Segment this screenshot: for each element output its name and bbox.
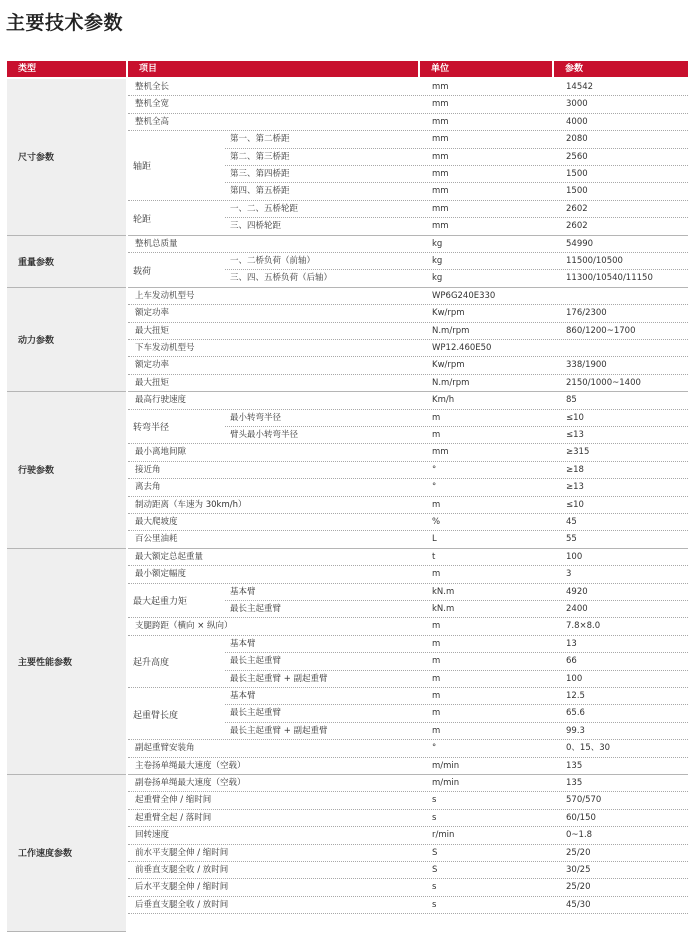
- row-divider: [128, 443, 688, 444]
- unit-cell: s: [432, 795, 437, 806]
- row-divider: [128, 130, 688, 131]
- sub-item-name: 三、四桥轮距: [230, 221, 282, 232]
- unit-cell: kg: [432, 273, 443, 284]
- sub-item-name: 第一、第二桥距: [230, 134, 290, 145]
- unit-cell: S: [432, 847, 438, 858]
- value-cell: 4920: [566, 586, 588, 597]
- unit-cell: N.m/rpm: [432, 377, 470, 388]
- item-name: 最高行驶速度: [135, 395, 187, 406]
- row-divider: [128, 809, 688, 810]
- value-cell: 1500: [566, 186, 588, 197]
- item-name: 后水平支腿全伸 / 缩时间: [135, 882, 229, 893]
- value-cell: ≤13: [566, 430, 584, 440]
- value-cell: 13: [566, 638, 577, 649]
- item-name: 主卷扬单绳最大速度（空载）: [135, 760, 246, 771]
- header-item: 项目: [128, 61, 418, 77]
- sub-item-name: 第四、第五桥距: [230, 186, 290, 197]
- row-divider: [128, 478, 688, 479]
- unit-cell: mm: [432, 186, 449, 197]
- unit-cell: m: [432, 638, 441, 649]
- row-divider: [225, 165, 688, 166]
- value-cell: 7.8×8.0: [566, 621, 601, 632]
- group-label: 轮距: [133, 214, 152, 225]
- value-cell: 45/30: [566, 899, 591, 910]
- value-cell: 30/25: [566, 865, 591, 875]
- value-cell: 25/20: [566, 882, 591, 893]
- value-cell: 45: [566, 517, 577, 527]
- row-divider: [128, 113, 688, 114]
- value-cell: 85: [566, 395, 577, 406]
- unit-cell: m: [432, 673, 441, 684]
- unit-cell: Kw/rpm: [432, 360, 465, 371]
- row-divider: [128, 791, 688, 792]
- value-cell: 2150/1000~1400: [566, 377, 641, 388]
- group-label: 起重臂长度: [133, 710, 179, 721]
- unit-cell: mm: [432, 82, 449, 92]
- value-cell: 54990: [566, 238, 594, 249]
- value-cell: 14542: [566, 82, 594, 92]
- unit-cell: S: [432, 865, 438, 875]
- value-cell: 1500: [566, 169, 588, 179]
- sub-item-name: 最小转弯半径: [230, 412, 282, 423]
- row-divider: [128, 530, 688, 531]
- unit-cell: L: [432, 534, 437, 545]
- row-divider: [225, 600, 688, 601]
- category-divider: [128, 391, 688, 392]
- category-cell: 重量参数: [7, 236, 126, 288]
- row-divider: [225, 217, 688, 218]
- unit-cell: WP12.460E50: [432, 343, 492, 353]
- group-label: 起升高度: [133, 658, 170, 669]
- sub-item-name: 基本臂: [230, 691, 256, 701]
- item-name: 最大爬坡度: [135, 517, 178, 527]
- item-name: 后垂直支腿全收 / 放时间: [135, 899, 229, 910]
- value-cell: ≤10: [566, 412, 584, 423]
- value-cell: 2602: [566, 203, 588, 214]
- unit-cell: s: [432, 812, 437, 823]
- page-title: 主要技术参数: [6, 12, 124, 34]
- category-cell: 工作速度参数: [7, 775, 126, 932]
- sub-item-name: 一、二桥负荷（前轴）: [230, 256, 316, 266]
- unit-cell: %: [432, 517, 441, 527]
- value-cell: 99.3: [566, 725, 585, 736]
- item-name: 支腿跨距（横向 × 纵向）: [135, 621, 233, 632]
- row-divider: [128, 409, 688, 410]
- unit-cell: m: [432, 621, 441, 632]
- row-divider: [128, 687, 688, 688]
- value-cell: 0、15、30: [566, 743, 611, 754]
- category-divider: [128, 235, 688, 236]
- category-divider: [128, 548, 688, 549]
- category-cell: 主要性能参数: [7, 549, 126, 775]
- unit-cell: kg: [432, 256, 443, 266]
- group-label: 轴距: [133, 162, 152, 173]
- row-divider: [128, 913, 688, 914]
- item-name: 回转速度: [135, 830, 170, 841]
- unit-cell: kN.m: [432, 604, 455, 614]
- row-divider: [128, 339, 688, 340]
- sub-item-name: 最长主起重臂 + 副起重臂: [230, 673, 328, 684]
- sub-item-name: 最长主起重臂: [230, 604, 282, 614]
- unit-cell: r/min: [432, 830, 455, 841]
- item-name: 起重臂全伸 / 缩时间: [135, 795, 212, 806]
- unit-cell: °: [432, 464, 437, 475]
- row-divider: [128, 95, 688, 96]
- unit-cell: m: [432, 656, 441, 667]
- value-cell: ≥13: [566, 482, 584, 493]
- category-divider: [128, 287, 688, 288]
- group-label: 载荷: [133, 266, 152, 277]
- row-divider: [225, 148, 688, 149]
- item-name: 起重臂全起 / 落时间: [135, 812, 212, 823]
- category-cell: 尺寸参数: [7, 79, 126, 236]
- value-cell: 2400: [566, 604, 588, 614]
- sub-item-name: 最长主起重臂: [230, 656, 282, 667]
- row-divider: [128, 565, 688, 566]
- category-cell: 行驶参数: [7, 392, 126, 549]
- value-cell: 12.5: [566, 691, 585, 701]
- row-divider: [225, 704, 688, 705]
- unit-cell: WP6G240E330: [432, 290, 496, 301]
- unit-cell: s: [432, 882, 437, 893]
- value-cell: 3: [566, 569, 572, 580]
- unit-cell: kN.m: [432, 586, 455, 597]
- unit-cell: Km/h: [432, 395, 455, 406]
- unit-cell: m/min: [432, 778, 460, 788]
- value-cell: 135: [566, 778, 583, 788]
- group-label: 转弯半径: [133, 423, 170, 434]
- value-cell: 100: [566, 551, 583, 562]
- row-divider: [225, 182, 688, 183]
- sub-item-name: 最长主起重臂: [230, 708, 282, 719]
- value-cell: ≤10: [566, 499, 584, 510]
- item-name: 最大扭矩: [135, 325, 170, 336]
- item-name: 最小额定幅度: [135, 569, 187, 580]
- item-name: 副卷扬单绳最大速度（空载）: [135, 778, 246, 788]
- sub-item-name: 第二、第三桥距: [230, 151, 290, 162]
- unit-cell: m: [432, 412, 441, 423]
- value-cell: 11300/10540/11150: [566, 273, 653, 284]
- sub-item-name: 三、四、五桥负荷（后轴）: [230, 273, 333, 284]
- value-cell: 55: [566, 534, 577, 545]
- item-name: 百公里油耗: [135, 534, 178, 545]
- value-cell: ≥315: [566, 447, 590, 458]
- value-cell: ≥18: [566, 464, 584, 475]
- value-cell: 570/570: [566, 795, 602, 806]
- value-cell: 0~1.8: [566, 830, 593, 841]
- item-name: 额定功率: [135, 360, 170, 371]
- row-divider: [128, 583, 688, 584]
- row-divider: [128, 826, 688, 827]
- unit-cell: Kw/rpm: [432, 308, 465, 319]
- unit-cell: mm: [432, 447, 449, 458]
- unit-cell: m: [432, 691, 441, 701]
- header-type: 类型: [7, 61, 126, 77]
- value-cell: 11500/10500: [566, 256, 623, 266]
- unit-cell: kg: [432, 238, 443, 249]
- value-cell: 65.6: [566, 708, 585, 719]
- header-param: 参数: [554, 61, 688, 77]
- item-name: 整机全宽: [135, 99, 170, 110]
- item-name: 整机总质量: [135, 238, 178, 249]
- row-divider: [225, 652, 688, 653]
- item-name: 前水平支腿全伸 / 缩时间: [135, 847, 229, 858]
- unit-cell: s: [432, 899, 437, 910]
- item-name: 上车发动机型号: [135, 290, 195, 301]
- unit-cell: t: [432, 551, 436, 562]
- sub-item-name: 一、二、五桥轮距: [230, 203, 299, 214]
- item-name: 下车发动机型号: [135, 343, 195, 353]
- value-cell: 25/20: [566, 847, 591, 858]
- unit-cell: °: [432, 482, 437, 493]
- unit-cell: N.m/rpm: [432, 325, 470, 336]
- value-cell: 2560: [566, 151, 588, 162]
- item-name: 离去角: [135, 482, 161, 493]
- unit-cell: mm: [432, 134, 449, 145]
- value-cell: 338/1900: [566, 360, 607, 371]
- row-divider: [128, 635, 688, 636]
- item-name: 前垂直支腿全收 / 放时间: [135, 865, 229, 875]
- unit-cell: m: [432, 430, 441, 440]
- unit-cell: m/min: [432, 760, 460, 771]
- item-name: 制动距离（车速为 30km/h）: [135, 499, 247, 510]
- row-divider: [128, 461, 688, 462]
- unit-cell: m: [432, 725, 441, 736]
- item-name: 最大额定总起重量: [135, 551, 204, 562]
- value-cell: 4000: [566, 116, 588, 127]
- item-name: 整机全高: [135, 116, 170, 127]
- group-label: 最大起重力矩: [133, 597, 188, 608]
- unit-cell: mm: [432, 169, 449, 179]
- unit-cell: mm: [432, 203, 449, 214]
- item-name: 整机全长: [135, 82, 170, 92]
- unit-cell: mm: [432, 116, 449, 127]
- sub-item-name: 第三、第四桥距: [230, 169, 290, 179]
- sub-item-name: 基本臂: [230, 586, 256, 597]
- item-name: 最大扭矩: [135, 377, 170, 388]
- item-name: 最小离地间隙: [135, 447, 187, 458]
- value-cell: 66: [566, 656, 577, 667]
- category-cell: 动力参数: [7, 288, 126, 392]
- value-cell: 860/1200~1700: [566, 325, 636, 336]
- value-cell: 135: [566, 760, 583, 771]
- item-name: 副起重臂安装角: [135, 743, 195, 754]
- unit-cell: m: [432, 708, 441, 719]
- sub-item-name: 基本臂: [230, 638, 256, 649]
- item-name: 接近角: [135, 464, 161, 475]
- sub-item-name: 臂头最小转弯半径: [230, 430, 299, 440]
- value-cell: 2602: [566, 221, 588, 232]
- unit-cell: mm: [432, 221, 449, 232]
- value-cell: 176/2300: [566, 308, 607, 319]
- value-cell: 60/150: [566, 812, 596, 823]
- unit-cell: mm: [432, 151, 449, 162]
- row-divider: [128, 513, 688, 514]
- sub-item-name: 最长主起重臂 + 副起重臂: [230, 725, 328, 736]
- header-unit: 单位: [420, 61, 552, 77]
- row-divider: [128, 200, 688, 201]
- unit-cell: m: [432, 569, 441, 580]
- item-name: 额定功率: [135, 308, 170, 319]
- unit-cell: mm: [432, 99, 449, 110]
- value-cell: 100: [566, 673, 583, 684]
- unit-cell: m: [432, 499, 441, 510]
- value-cell: 3000: [566, 99, 588, 110]
- unit-cell: °: [432, 743, 437, 754]
- value-cell: 2080: [566, 134, 588, 145]
